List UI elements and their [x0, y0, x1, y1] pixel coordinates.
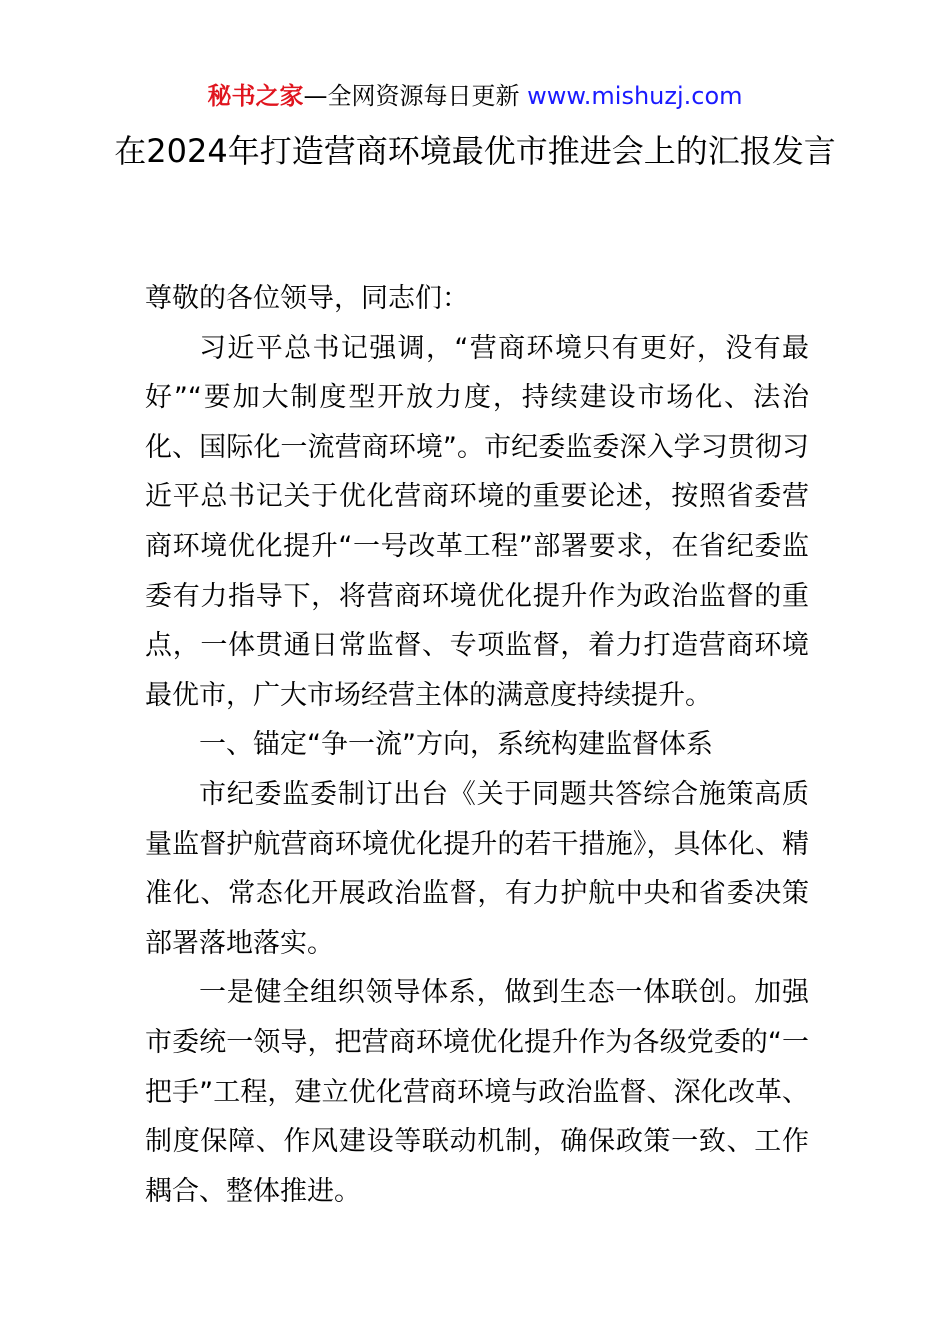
- salutation: 尊敬的各位领导，同志们：: [145, 283, 469, 314]
- document-body: [145, 274, 809, 1216]
- site-brand: 秘书之家: [207, 82, 304, 110]
- paragraph-measures: 市纪委监委制订出台《关于同题共答综合施策高质量监督护航营商环境优化提升的若干措施》，具体化、精准化、常态化开展政治监督，有力护航中央和省委决策部署落地落实。: [145, 778, 809, 959]
- site-tagline: —全网资源每日更新: [303, 82, 520, 110]
- section-heading-1: 一、锚定“争一流”方向，系统构建监督体系: [199, 729, 713, 761]
- document-title: 在2024年打造营商环境最优市推进会上的汇报发言: [114, 132, 836, 170]
- site-banner: [0, 80, 950, 112]
- paragraph-intro: 习近平总书记强调，“营商环境只有更好，没有最好”“要加大制度型开放力度，持续建设市场化、法治化、国际化一流营商环境”。市纪委监委深入学习贯彻习近平总书记关于优化营商环境的重要论述，按照省委营商环境优化提升“一号改革工程”部署要求，在省纪委监委有力指导下，将营商环境优化提升作为政治监督的重点，一体贯通日常监督、专项监督，着力打造营商环境最优市，广大市场经营主体的满意度持续提升。: [145, 332, 809, 711]
- site-url[interactable]: www.mishuzj.com: [527, 82, 743, 110]
- paragraph-point-1: 一是健全组织领导体系，做到生态一体联创。加强市委统一领导，把营商环境优化提升作为各级党委的“一把手”工程，建立优化营商环境与政治监督、深化改革、制度保障、作风建设等联动机制，确保政策一致、工作耦合、整体推进。: [145, 977, 809, 1207]
